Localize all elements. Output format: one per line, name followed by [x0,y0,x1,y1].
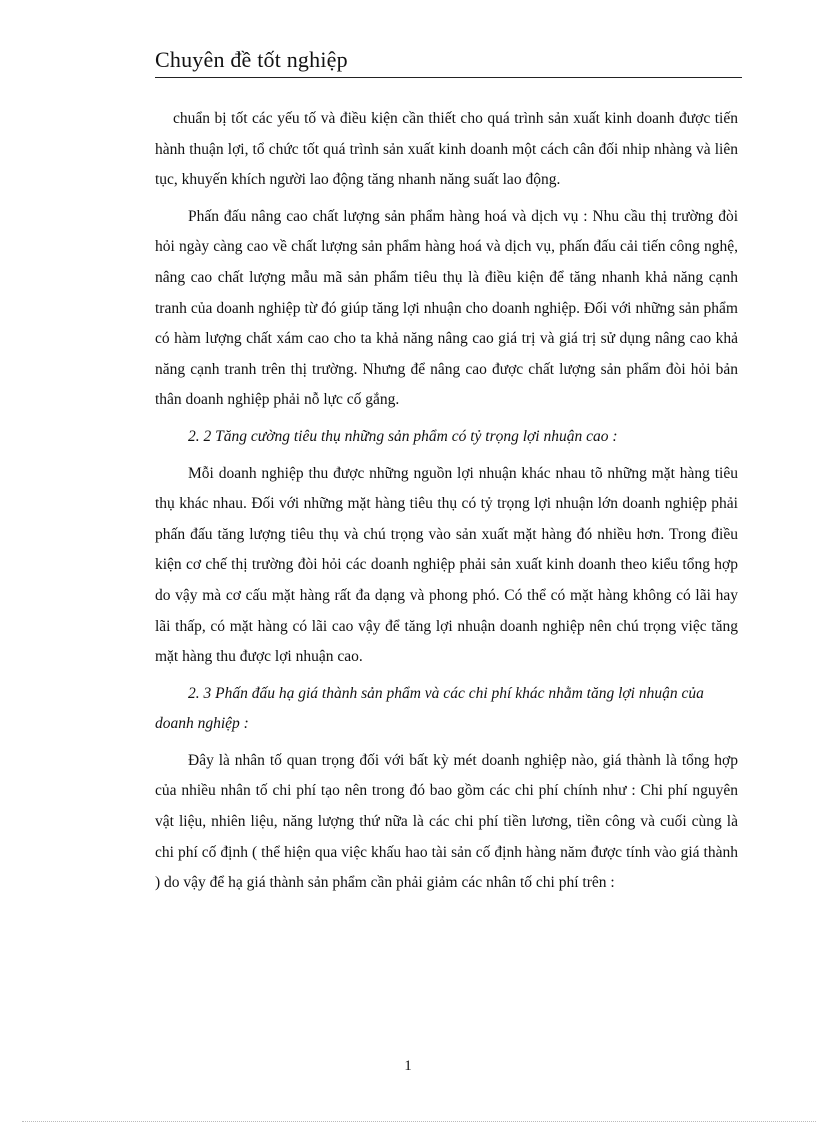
page-number: 1 [404,1058,412,1074]
paragraph-cost: Đây là nhân tố quan trọng đối với bất kỳ mét doanh nghiệp nào, giá thành là tổng hợp của nhiều nhân tố chi phí tạo nên trong đó bao gồm các chi phí chính như : Chi phí nguyên vật liệu, nhiên liệu, năng lượng thứ nữa là các chi phí tiền lương, tiền công và cuối cùng là chi phí cố định ( thể hiện qua việc khấu hao tài sản cố định hàng năm được tính vào giá thành ) do vậy để hạ giá thành sản phẩm cần phải giảm các nhân tố chi phí trên : [155,751,738,892]
paragraph-consumption: Mỗi doanh nghiệp thu được những nguồn lợi nhuận khác nhau tõ những mặt hàng tiêu thụ khác nhau. Đối với những mặt hàng tiêu thụ có tỷ trọng lợi nhuận lớn doanh nghiệp phải phấn đấu tăng lượng tiêu thụ và chú trọng vào sản xuất mặt hàng đó nhiều hơn. Trong điều kiện cơ chế thị trường đòi hỏi các doanh nghiệp phải sản xuất kinh doanh theo kiểu tổng hợp do vậy mà cơ cấu mặt hàng rất đa dạng và phong phó. Có thể có mặt hàng không có lãi hay lãi thấp, có mặt hàng có lãi cao vậy để tăng lợi nhuận doanh nghiệp nên chú trọng việc tăng mặt hàng thu được lợi nhuận cao. [155,464,738,666]
document-body [155,104,738,899]
page-header-title: Chuyên đề tốt nghiệp [155,47,348,72]
section-heading-2-2: 2. 2 Tăng cường tiêu thụ những sản phẩm có tỷ trọng lợi nhuận cao : [188,427,618,445]
page-bottom-border [22,1121,816,1122]
section-heading-2-3: 2. 3 Phấn đấu hạ giá thành sản phẩm và các chi phí khác nhằm tăng lợi nhuận của doanh nghiệp : [155,684,704,733]
paragraph-quality: Phấn đấu nâng cao chất lượng sản phẩm hàng hoá và dịch vụ : Nhu cầu thị trường đòi hỏi ngày càng cao về chất lượng sản phẩm hàng hoá và dịch vụ, phấn đấu cải tiến công nghệ, nâng cao chất lượng mẫu mã sản phẩm tiêu thụ là điều kiện để tăng nhanh khả năng cạnh tranh của doanh nghiệp từ đó giúp tăng lợi nhuận cho doanh nghiệp. Đối với những sản phẩm có hàm lượng chất xám cao cho ta khả năng nâng cao giá trị và giá trị sử dụng nâng cao khả năng cạnh tranh trên thị trường. Nhưng để nâng cao được chất lượng sản phẩm đòi hỏi bản thân doanh nghiệp phải nỗ lực cố gắng. [155,207,738,409]
paragraph-continued: chuẩn bị tốt các yếu tố và điều kiện cần thiết cho quá trình sản xuất kinh doanh được tiến hành thuận lợi, tổ chức tốt quá trình sản xuất kinh doanh một cách cân đối nhip nhàng và liên tục, khuyến khích người lao động tăng nhanh năng suất lao động. [155,110,738,189]
header-divider [155,77,742,78]
